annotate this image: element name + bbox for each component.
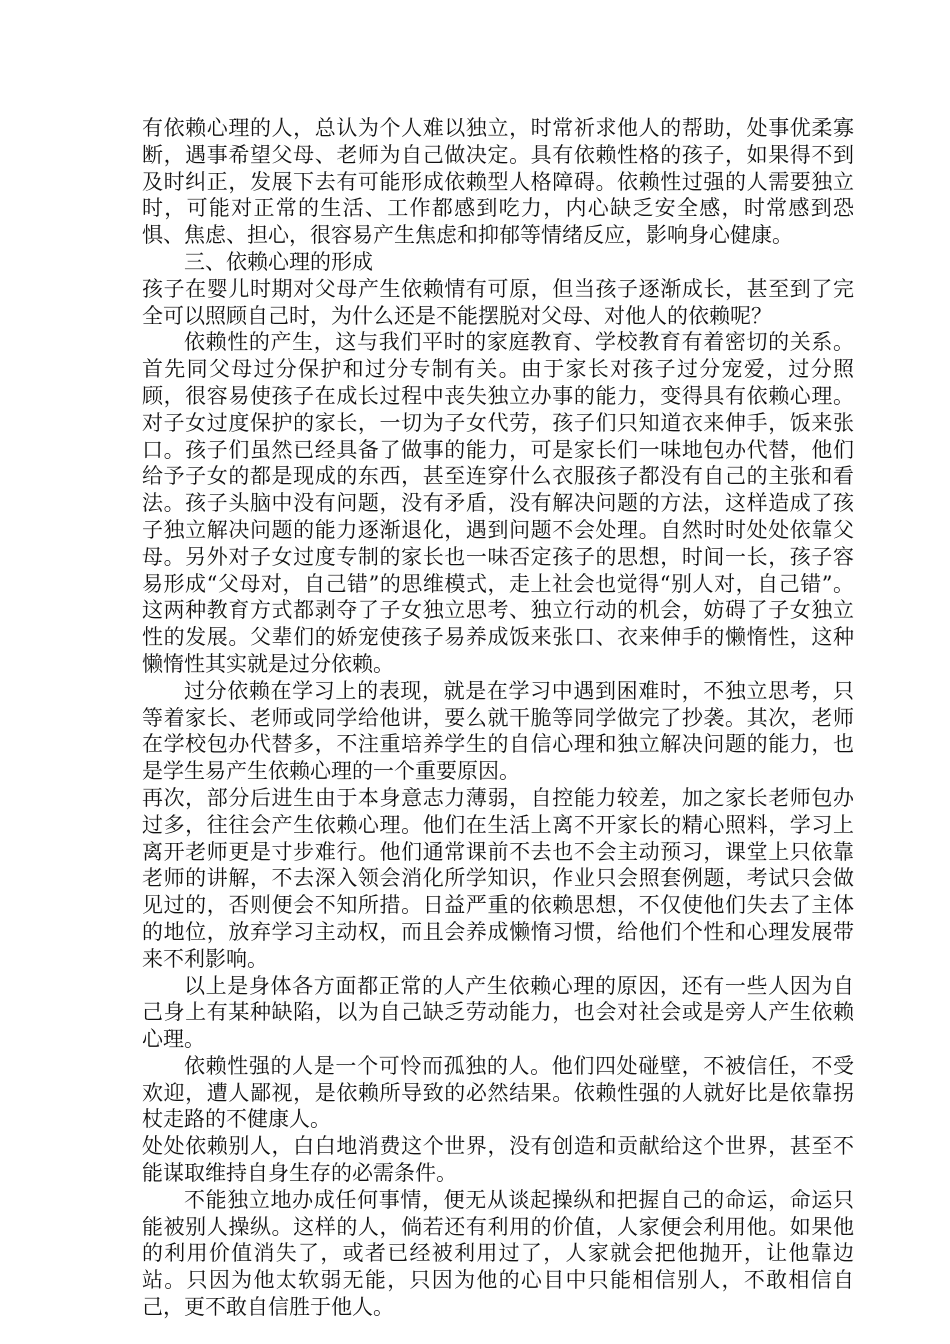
paragraph-physical-defects: 以上是身体各方面都正常的人产生依赖心理的原因，还有一些人因为自己身上有某种缺陷，以为自己缺乏劳动能力，也会对社会或是旁人产生依赖心理。 xyxy=(142,973,854,1052)
paragraph-fate-control: 不能独立地办成任何事情，便无从谈起操纵和把握自己的命运，命运只能被别人操纵。这样的人，倘若还有利用的价值，人家便会利用他。如果他的利用价值消失了，或者已经被利用过了，人家就会把他抛开，让他靠边站。只因为他太软弱无能，只因为他的心目中只能相信别人，不敢相信自己，更不敢自信胜于他人。 xyxy=(142,1187,854,1320)
paragraph-dependency-definition: 有依赖心理的人，总认为个人难以独立，时常祈求他人的帮助，处事优柔寡断，遇事希望父母、老师为自己做决定。具有依赖性格的孩子，如果得不到及时纠正，发展下去有可能形成依赖型人格障碍。依赖性过强的人需要独立时，可能对正常的生活、工作都感到吃力，内心缺乏安全感，时常感到恐惧、焦虑、担心，很容易产生焦虑和抑郁等情绪反应，影响身心健康。 xyxy=(142,116,854,248)
document-page xyxy=(142,115,854,1321)
paragraph-infant-dependency: 孩子在婴儿时期对父母产生依赖情有可原，但当孩子逐渐成长，甚至到了完全可以照顾自己时，为什么还是不能摆脱对父母、对他人的依赖呢？ xyxy=(142,276,854,328)
paragraph-underachievers: 再次，部分后进生由于本身意志力薄弱，自控能力较差，加之家长老师包办过多，往往会产生依赖心理。他们在生活上离不开家长的精心照料，学习上离开老师更是寸步难行。他们通常课前不去也不会主动预习，课堂上只依靠老师的讲解，不去深入领会消化所学知识，作业只会照套例题，考试只会做见过的，否则便会不知所措。日益严重的依赖思想，不仅使他们失去了主体的地位，放弃学习主动权，而且会养成懒惰习惯，给他们个性和心理发展带来不利影响。 xyxy=(142,785,854,971)
paragraph-lonely-dependent: 依赖性强的人是一个可怜而孤独的人。他们四处碰壁，不被信任，不受欢迎，遭人鄙视，是依赖所导致的必然结果。依赖性强的人就好比是依靠拐杖走路的不健康人。 xyxy=(142,1053,854,1132)
paragraph-consuming-world: 处处依赖别人，白白地消费这个世界，没有创造和贡献给这个世界，甚至不能谋取维持自身生存的必需条件。 xyxy=(142,1134,854,1186)
paragraph-learning-dependency: 过分依赖在学习上的表现，就是在学习中遇到困难时，不独立思考，只等着家长、老师或同学给他讲，要么就干脆等同学做完了抄袭。其次，老师在学校包办代替多，不注重培养学生的自信心理和独立解决问题的能力，也是学生易产生依赖心理的一个重要原因。 xyxy=(142,678,854,784)
section-heading-formation: 三、依赖心理的形成 xyxy=(184,249,373,274)
paragraph-family-education: 依赖性的产生，这与我们平时的家庭教育、学校教育有着密切的关系。首先同父母过分保护和过分专制有关。由于家长对孩子过分宠爱，过分照顾，很容易使孩子在成长过程中丧失独立办事的能力，变得具有依赖心理。对子女过度保护的家长，一切为子女代劳，孩子们只知道衣来伸手，饭来张口。孩子们虽然已经具备了做事的能力，可是家长们一味地包办代替，他们给予子女的都是现成的东西，甚至连穿什么衣服孩子都没有自己的主张和看法。孩子头脑中没有问题，没有矛盾，没有解决问题的方法，这样造成了孩子独立解决问题的能力逐渐退化，遇到问题不会处理。自然时时处处依靠父母。另外对子女过度专制的家长也一味否定孩子的思想，时间一长，孩子容易形成“父母对，自己错”的思维模式，走上社会也觉得“别人对，自己错”。这两种教育方式都剥夺了子女独立思考、独立行动的机会，妨碍了子女独立性的发展。父辈们的娇宠使孩子易养成饭来张口、衣来伸手的懒惰性，这种懒惰性其实就是过分依赖。 xyxy=(142,330,854,676)
